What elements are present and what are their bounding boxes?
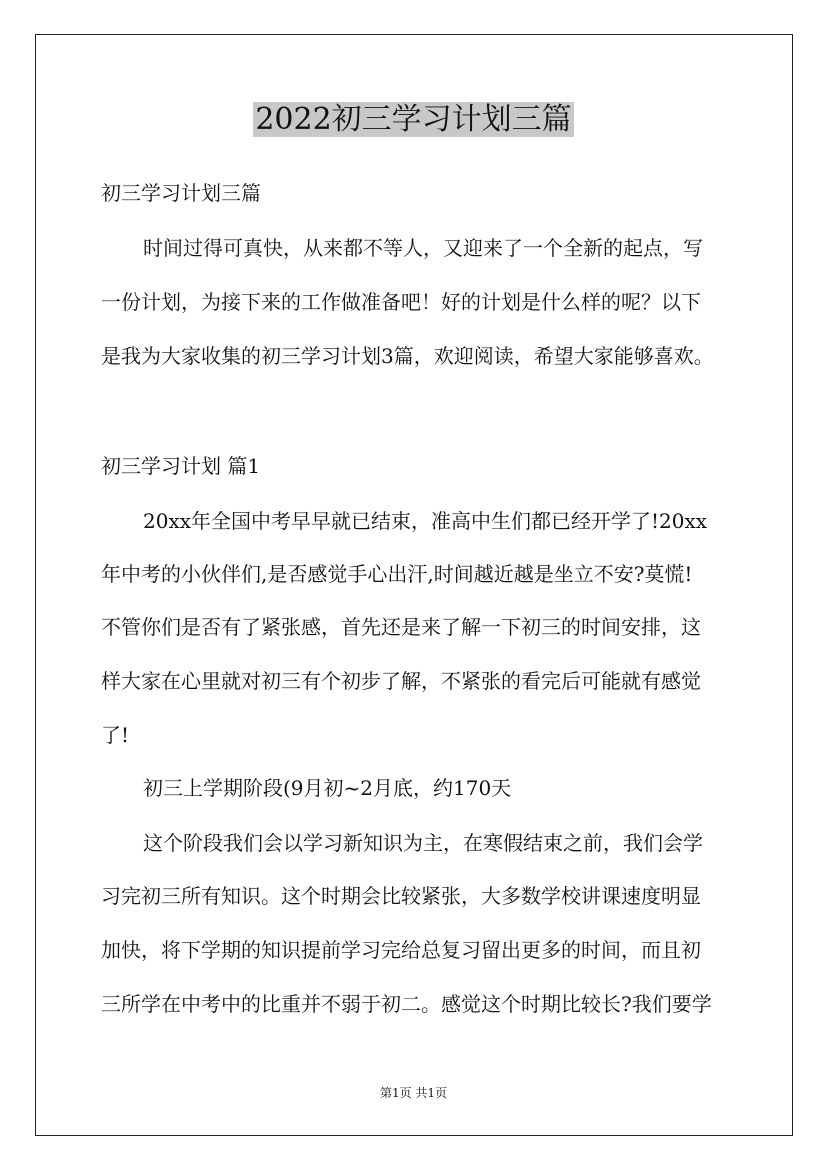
paragraph-line: 是我为大家收集的初三学习计划3篇，欢迎阅读，希望大家能够喜欢。	[101, 344, 714, 368]
paragraph-line: 三所学在中考中的比重并不弱于初二。感觉这个时期比较长?我们要学	[101, 992, 712, 1016]
paragraph-line: 了!	[101, 723, 130, 747]
paragraph-line: 20xx年全国中考早早就已结束，准高中生们都已经开学了!20xx	[143, 509, 708, 533]
paragraph-line: 时间过得可真快，从来都不等人，又迎来了一个全新的起点，写	[143, 236, 703, 260]
paragraph-line: 年中考的小伙伴们,是否感觉手心出汗,时间越近越是坐立不安?莫慌!	[101, 562, 693, 586]
paragraph-line: 习完初三所有知识。这个时期会比较紧张，大多数学校讲课速度明显	[101, 884, 701, 908]
paragraph-line: 一份计划，为接下来的工作做准备吧！好的计划是什么样的呢？以下	[101, 290, 701, 314]
paragraph-line: 不管你们是否有了紧张感，首先还是来了解一下初三的时间安排，这	[101, 615, 701, 639]
document-title-text: 2022初三学习计划三篇	[255, 102, 572, 137]
page-footer: 第1页 共1页	[379, 1086, 448, 1100]
paragraph-line: 这个阶段我们会以学习新知识为主，在寒假结束之前，我们会学	[143, 831, 703, 855]
paragraph-line: 加快，将下学期的知识提前学习完给总复习留出更多的时间，而且初	[101, 938, 701, 962]
document-title	[0, 100, 827, 140]
section-heading: 初三学习计划 篇1	[101, 454, 261, 478]
paragraph-line: 样大家在心里就对初三有个初步了解，不紧张的看完后可能就有感觉	[101, 669, 701, 693]
paragraph-line: 初三上学期阶段(9月初~2月底，约170天	[143, 776, 512, 800]
section-heading: 初三学习计划三篇	[101, 181, 261, 205]
